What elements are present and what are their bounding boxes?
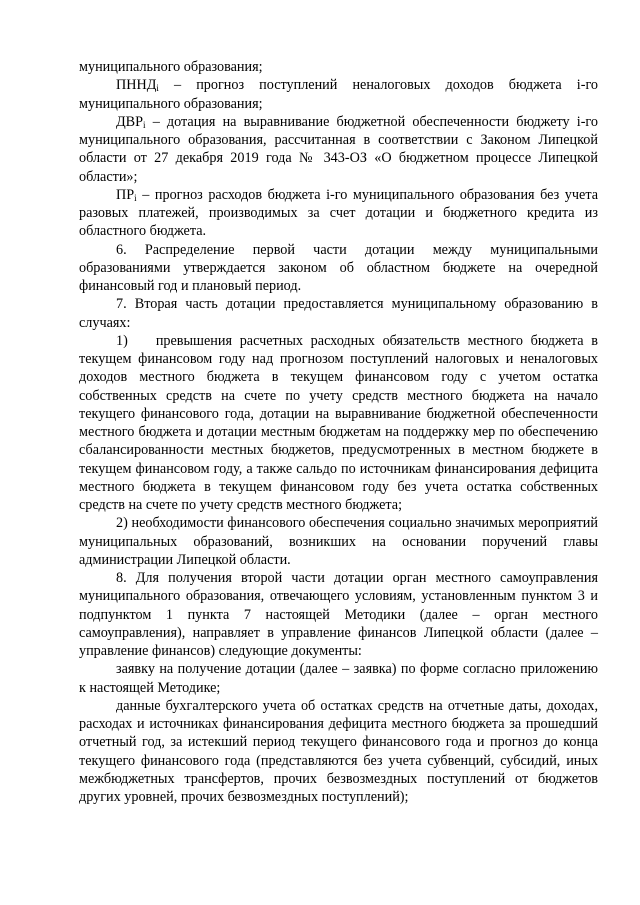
list-number: 1) <box>116 332 128 349</box>
term-pr: ПР <box>116 186 135 203</box>
term-dvr: ДВР <box>116 113 144 130</box>
paragraph-application: заявку на получение дотации (далее – заявка) по форме согласно приложению к настоящей Методике; <box>79 661 598 696</box>
paragraph-accounting-data: данные бухгалтерского учета об остатках средств на отчетные даты, доходах, расходах и источниках финансирования дефицита местного бюджета за прошедший отчетный год, за истекший период текущего финансового года и прогноз до конца текущего финансового года (представляются без учета субвенций, субсидий, иных межбюджетных трансфертов, прочих безвозмездных поступлений от бюджетов других уровней, прочих безвозмездных поступлений); <box>79 697 598 805</box>
term-pnnd: ПННД <box>116 77 157 94</box>
paragraph-dvr <box>79 113 598 186</box>
subscript-i: i <box>143 119 146 130</box>
paragraph-item-7-1 <box>79 332 598 515</box>
definition-pr: – прогноз расходов бюджета i-го муниципального образования без учета разовых платежей, производимых за счет дотации и бюджетного кредита из областного бюджета. <box>79 186 598 240</box>
paragraph-item-7: 7. Вторая часть дотации предоставляется муниципальному образованию в случаях: <box>79 296 598 331</box>
definition-pnnd: – прогноз поступлений неналоговых доходов бюджета i-го муниципального образования; <box>79 77 598 112</box>
subscript-i: i <box>134 192 137 203</box>
definition-dvr: – дотация на выравнивание бюджетной обеспеченности бюджету i-го муниципального образования, рассчитанная в соответствии с Законом Липецкой области от 27 декабря 2019 года № 343-ОЗ «О бюджетном процессе Липецкой области»; <box>79 113 598 185</box>
paragraph-pnnd <box>79 76 598 113</box>
paragraph-item-6: 6. Распределение первой части дотации между муниципальными образованиями утверждается законом об областном бюджете на очередной финансовый год и плановый период. <box>79 241 598 294</box>
paragraph-item-8: 8. Для получения второй части дотации орган местного самоуправления муниципального образования, отвечающего условиям, установленным пунктом 3 и подпунктом 1 пункта 7 настоящей Методики (далее – орган местного самоуправления), направляет в управление финансов Липецкой области (далее – управление финансов) следующие документы: <box>79 570 598 659</box>
paragraph-item-7-2: 2) необходимости финансового обеспечения социально значимых мероприятий муниципальных образований, возникших на основании поручений главы администрации Липецкой области. <box>79 515 598 568</box>
subscript-i: i <box>156 83 159 94</box>
document-page <box>79 58 598 806</box>
paragraph-pr <box>79 186 598 241</box>
list-text: превышения расчетных расходных обязательств местного бюджета в текущем финансовом году над прогнозом поступлений налоговых и неналоговых доходов местного бюджета в текущем финансовом году с учетом остатка собственных средств на счете по учету средств местного бюджета на начало текущего финансового года, дотации на выравнивание бюджетной обеспеченности местного бюджета и дотации местным бюджетам на поддержку мер по обеспечению сбалансированности местных бюджетов, предусмотренных в местном бюджете в текущем финансовом году, а также сальдо по источникам финансирования дефицита местного бюджета в текущем финансовом году без учета остатка собственных средств на счете по учету средств местного бюджета; <box>79 332 598 513</box>
paragraph-continuation: муниципального образования; <box>79 59 263 75</box>
